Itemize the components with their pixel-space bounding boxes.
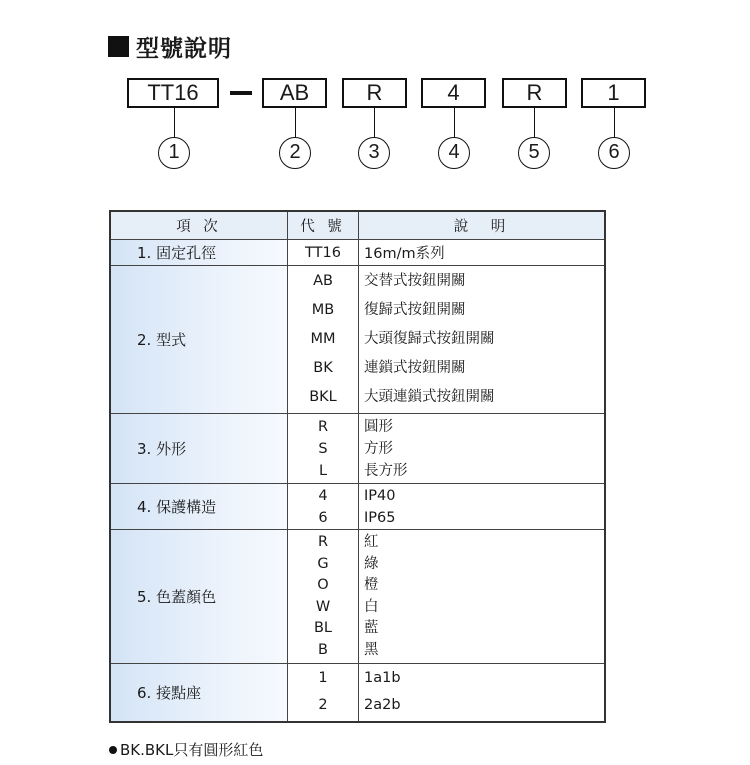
connector-line <box>174 108 175 138</box>
footnote <box>109 739 263 760</box>
desc-value: 交替式按鈕開關 <box>364 273 466 289</box>
code-value: BL <box>313 620 333 636</box>
row-item: 5. 色蓋顏色 <box>110 530 288 664</box>
row-codes <box>288 530 359 664</box>
desc-value: 黑 <box>364 641 379 658</box>
row-item: 2. 型式 <box>110 266 288 414</box>
table-row <box>110 484 605 530</box>
table-row <box>110 266 605 414</box>
desc-value: 連鎖式按鈕開關 <box>364 360 466 376</box>
desc-value: 綠 <box>364 555 379 572</box>
code-value: 6 <box>318 509 328 526</box>
index-circle-4: 4 <box>438 137 470 169</box>
desc-value: 1a1b <box>364 670 401 687</box>
row-code: TT16 <box>288 240 359 266</box>
header-code: 代 號 <box>288 211 359 240</box>
table-header-row <box>110 211 605 240</box>
index-circle-2: 2 <box>279 137 311 169</box>
code-value: B <box>318 641 328 658</box>
footnote-text: BK.BKL只有圓形紅色 <box>120 741 264 759</box>
desc-value: 白 <box>364 598 379 615</box>
desc-value: 圓形 <box>364 418 393 435</box>
section-title <box>108 30 232 63</box>
code-value: O <box>317 577 329 593</box>
desc-value: 橙 <box>364 577 379 593</box>
code-dash <box>230 91 252 95</box>
title-square-icon <box>108 36 129 57</box>
row-descs <box>359 664 606 722</box>
code-box-6: 1 <box>581 78 646 108</box>
row-descs <box>359 484 606 530</box>
row-item: 3. 外形 <box>110 414 288 484</box>
row-descs <box>359 530 606 664</box>
desc-value: 方形 <box>364 440 393 457</box>
code-value: 2 <box>318 697 328 714</box>
code-value: 4 <box>318 487 328 504</box>
desc-value: IP40 <box>364 487 396 504</box>
code-value: L <box>318 462 328 479</box>
code-box-2: AB <box>262 78 327 108</box>
connector-line <box>614 108 615 138</box>
connector-line <box>534 108 535 138</box>
code-box-1: TT16 <box>127 78 219 108</box>
spec-table <box>109 210 606 723</box>
row-item: 4. 保護構造 <box>110 484 288 530</box>
code-value: MM <box>310 331 336 347</box>
row-codes <box>288 484 359 530</box>
code-value: MB <box>311 302 335 318</box>
table-row <box>110 414 605 484</box>
header-desc: 說 明 <box>359 211 606 240</box>
code-value: W <box>315 598 331 615</box>
row-descs <box>359 414 606 484</box>
desc-value: 藍 <box>364 620 379 636</box>
bullet-icon <box>109 746 117 754</box>
index-circle-5: 5 <box>518 137 550 169</box>
code-value: AB <box>313 273 333 289</box>
code-value: 1 <box>318 670 328 687</box>
code-box-4: 4 <box>421 78 486 108</box>
desc-value: 復歸式按鈕開關 <box>364 302 466 318</box>
connector-line <box>454 108 455 138</box>
code-box-3: R <box>342 78 407 108</box>
table-row <box>110 530 605 664</box>
code-value: R <box>317 534 329 550</box>
code-value: R <box>317 418 329 435</box>
desc-value: 長方形 <box>364 462 408 479</box>
index-circle-1: 1 <box>158 137 190 169</box>
table-row <box>110 240 605 266</box>
desc-value: 2a2b <box>364 697 401 714</box>
row-descs <box>359 266 606 414</box>
desc-value: IP65 <box>364 509 396 526</box>
table-row <box>110 664 605 722</box>
row-item: 1. 固定孔徑 <box>110 240 288 266</box>
desc-value: 大頭連鎖式按鈕開關 <box>364 389 495 405</box>
row-desc: 16m/m系列 <box>359 240 606 266</box>
connector-line <box>374 108 375 138</box>
row-item: 6. 接點座 <box>110 664 288 722</box>
header-item: 項 次 <box>110 211 288 240</box>
desc-value: 大頭復歸式按鈕開關 <box>364 331 495 347</box>
code-value: BK <box>313 360 333 376</box>
code-value: G <box>317 555 329 572</box>
row-codes <box>288 664 359 722</box>
title-text: 型號說明 <box>136 36 232 62</box>
row-codes <box>288 266 359 414</box>
desc-value: 紅 <box>364 534 379 550</box>
index-circle-3: 3 <box>358 137 390 169</box>
code-value: BKL <box>309 389 337 405</box>
code-box-5: R <box>502 78 567 108</box>
code-value: S <box>318 440 328 457</box>
index-circle-6: 6 <box>598 137 630 169</box>
connector-line <box>295 108 296 138</box>
row-codes <box>288 414 359 484</box>
